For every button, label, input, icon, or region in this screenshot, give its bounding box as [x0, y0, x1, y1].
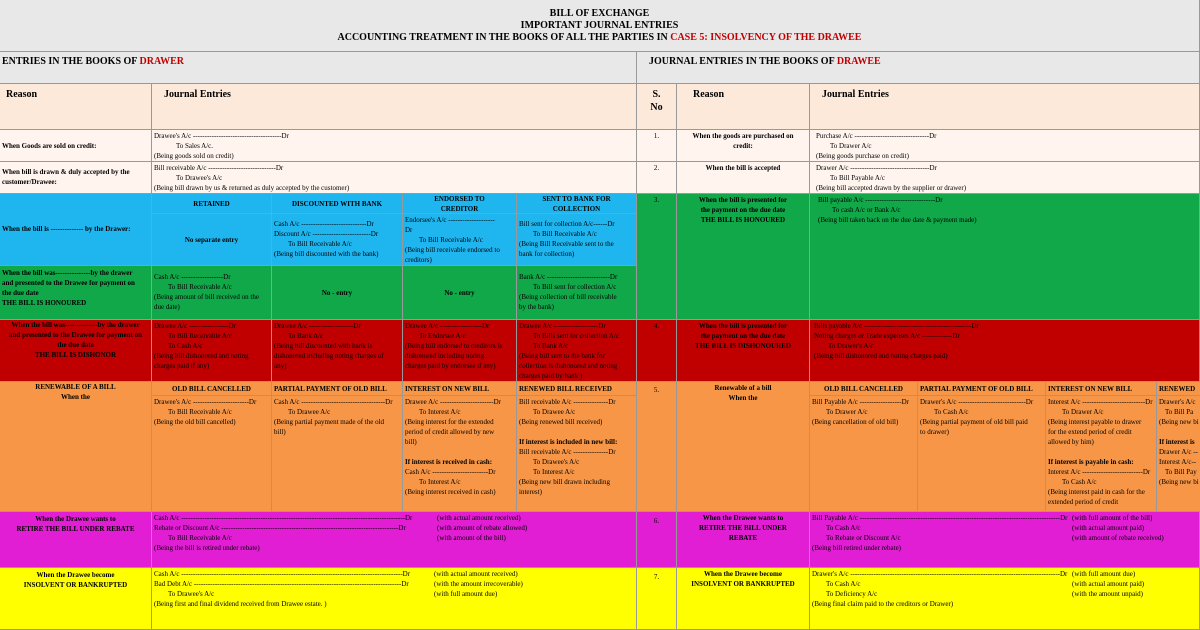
drawee-row7-sno: 7. — [637, 568, 677, 630]
drawee-row6-reason: When the Drawee wants to RETIRE THE BILL UNDER REBATE — [677, 512, 810, 568]
drawee-col-journal: Journal Entries — [810, 84, 1200, 130]
drawee-row7-journal: Drawer's A/c ------------------------------------------------------------------------------------------Dr To Cash A/c To Deficiency A/c (Being final claim paid to the creditors or Drawer) (with full amount due) (with actual amount paid) (with the amount unpaid) — [810, 568, 1200, 630]
drawer-row4-reason: When the bill was---------------by the drawer and presented to the Drawee for payment on the due date THE BILL IS HONOURED — [0, 266, 152, 320]
drawer-row3-discounted: Cash A/c ----------------------------Dr Discount A/c -------------------------Dr To Bill Receivable A/c (Being bill discounted with the bank) — [272, 214, 403, 266]
drawee-row5-h4: RENEWED — [1157, 382, 1200, 396]
drawee-row7-reason: When the Drawee become INSOLVENT OR BANKRUPTED — [677, 568, 810, 630]
drawer-row2-journal: Bill receivable A/c -----------------------------Dr To Drawee's A/c (Being bill drawn by us & returned as duly accepted by the customer) — [152, 162, 637, 194]
drawee-row4-reason: When the bill is presented for the payment on the due date THE BILL IS DISHONOURED — [677, 320, 810, 382]
title-block — [0, 0, 1200, 52]
title-line-1: BILL OF EXCHANGE — [549, 8, 650, 19]
drawee-row5-reason: Renewable of a bill When the — [677, 382, 810, 512]
drawee-row2-reason: When the bill is accepted — [677, 162, 810, 194]
drawee-col-sno: S. No — [637, 84, 677, 130]
drawer-row7-journal: Cash A/c ------------------------------------------------------------------------------------------------Dr Rebate or Discount A/c ----------------------------------------------------------------------------Dr To Bill Receivable A/c (Being the bill is retired under rebate) (with actual amount received) (with amount of rebate allowed) (with amount of the bill) — [152, 512, 637, 568]
drawer-heading: ENTRIES IN THE BOOKS OF DRAWER — [0, 52, 637, 84]
drawee-row3-reason: When the bill is presented for the payment on the due date THE BILL IS HONOURED — [677, 194, 810, 320]
drawer-row5-retained: Drawee A/c -----------------Dr To Bill Receivable A/c To Cash A/c (Being bill dishonored and noting charges paid if any) — [152, 320, 272, 382]
title-line-3: ACCOUNTING TREATMENT IN THE BOOKS OF ALL THE PARTIES IN CASE 5: INSOLVENCY OF THE DRAWEE — [337, 32, 862, 43]
drawer-row6-h1: OLD BILL CANCELLED — [152, 382, 272, 396]
drawer-row3-h-retained: RETAINED — [152, 194, 272, 214]
drawee-heading: JOURNAL ENTRIES IN THE BOOKS OF DRAWEE — [637, 52, 1200, 84]
drawee-col-reason: Reason — [677, 84, 810, 130]
drawer-row6-c2: Cash A/c ------------------------------------Dr To Drawee A/c (Being partial payment made of the old bill) — [272, 396, 403, 512]
drawee-row1-reason: When the goods are purchased on credit: — [677, 130, 810, 162]
drawer-row5-reason: When the bill was--------------by the drawer and presented to the Drawee for payment on the due date THE BILL IS DISHONOR — [0, 320, 152, 382]
drawer-col-reason: Reason — [0, 84, 152, 130]
drawee-row6-sno: 6. — [637, 512, 677, 568]
drawer-row6-h4: RENEWED BILL RECEIVED — [517, 382, 637, 396]
drawee-row5-h3: INTEREST ON NEW BILL — [1046, 382, 1157, 396]
drawee-row2-sno: 2. — [637, 162, 677, 194]
drawer-row6-h3: INTEREST ON NEW BILL — [403, 382, 517, 396]
case-title: CASE 5: INSOLVENCY OF THE DRAWEE — [670, 32, 862, 43]
drawee-row3-journal: Bill payable A/c ------------------------------Dr To cash A/c or Bank A/c (Being bill taken back on the due date & payment made) — [810, 194, 1200, 320]
drawee-row5-c4: Drawer's A/c To Bill Pa (Being new bi If interest is Drawer A/c -- Interest A/c-- To Bill Pay (Being new bi — [1157, 396, 1200, 512]
drawer-row4-endorsed: No - entry — [403, 266, 517, 320]
drawer-row5-sent: Drawee A/c -------------------Dr To Bills sent for collection A/c To Bank A/c (Being bill sent to the bank for collection is dishonored and noting charges paid by bank ) — [517, 320, 637, 382]
drawee-row5-c1: Bill Payable A/c ------------------Dr To Drawer A/c (Being cancellation of old bill) — [810, 396, 918, 512]
drawee-row5-c2: Drawer's A/c -----------------------------Dr To Cash A/c (Being partial payment of old bill paid to drawer) — [918, 396, 1046, 512]
drawee-row5-sno: 5. — [637, 382, 677, 512]
drawer-row6-c1: Drawee's A/c ------------------------Dr To Bill Receivable A/c (Being the old bill cancelled) — [152, 396, 272, 512]
drawer-row3-h-discounted: DISCOUNTED WITH BANK — [272, 194, 403, 214]
drawer-row3-h-endorsed: ENDORSED TO CREDITOR — [403, 194, 517, 214]
drawee-row2-journal: Drawer A/c ----------------------------------Dr To Bill Payable A/c (Being bill accepted drawn by the supplier or drawer) — [810, 162, 1200, 194]
drawer-row8-reason: When the Drawee become INSOLVENT OR BANKRUPTED — [0, 568, 152, 630]
drawer-row4-sent: Bank A/c ---------------------------Dr To Bill sent for collection A/c (Being collection of bill receivable by the bank) — [517, 266, 637, 320]
drawer-row2-reason: When bill is drawn & duly accepted by the customer/Drawee: — [0, 162, 152, 194]
drawee-row4-journal: Bills payable A/c ----------------------------------------------Dr Noting charges or Trade expenses A/c -------------Dr To Drawer's A/c (Being bill dishonored and noting charges paid) — [810, 320, 1200, 382]
drawer-row6-h2: PARTIAL PAYMENT OF OLD BILL — [272, 382, 403, 396]
drawer-row3-endorsed: Endorsee's A/c -------------------- Dr To Bill Receivable A/c (Being bill receivable endorsed to creditors) — [403, 214, 517, 266]
drawee-row4-sno: 4. — [637, 320, 677, 382]
drawer-row4-discounted: No - entry — [272, 266, 403, 320]
drawer-row5-discounted: Drawee A/c -------------------Dr To Bank A/c (Being bill discounted with bank is dishonored including noting charges of any) — [272, 320, 403, 382]
drawer-row6-c4: Bill receivable A/c ---------------Dr To Drawee A/c (Being renewed bill received) If interest is included in new bill: Bill receivable A/c ---------------Dr To Drawee's A/c To Interest A/c (Being new bill drawn including interest) — [517, 396, 637, 512]
drawee-row5-c3: Interest A/c ---------------------------Dr To Drawer A/c (Being interest payable to drawer for the extend period of credit allowed by him) If interest is payable in cash: Interest A/c --------------------------Dr To Cash A/c (Being interest paid in cash for the extended period of credit — [1046, 396, 1157, 512]
drawee-row1-journal: Purchase A/c --------------------------------Dr To Drawer A/c (Being goods purchase on credit) — [810, 130, 1200, 162]
drawee-row1-sno: 1. — [637, 130, 677, 162]
drawer-row5-endorsed: Drawee A/c ------------------Dr To Endorsee A/c (Being bill endorsed to creditors is dishonored including noting charges paid by endorsee if any) — [403, 320, 517, 382]
drawee-row5-h1: OLD BILL CANCELLED — [810, 382, 918, 396]
drawer-col-journal: Journal Entries — [152, 84, 637, 130]
drawer-row7-reason: When the Drawee wants to RETIRE THE BILL UNDER REBATE — [0, 512, 152, 568]
drawer-row3-sent: Bill sent for collection A/c------Dr To Bill Receivable A/c (Being Bill Receivable sent to the bank for collection) — [517, 214, 637, 266]
drawer-row3-h-sent: SENT TO BANK FOR COLLECTION — [517, 194, 637, 214]
drawee-row3-sno: 3. — [637, 194, 677, 320]
drawer-row4-retained: Cash A/c ------------------Dr To Bill Receivable A/c (Being amount of bill received on the due date) — [152, 266, 272, 320]
title-line-2: IMPORTANT JOURNAL ENTRIES — [520, 20, 679, 31]
drawer-row3-reason: When the bill is -------------- by the Drawer: — [0, 194, 152, 266]
drawer-row6-c3: Drawee A/c -----------------------Dr To Interest A/c (Being interest for the extended period of credit allowed by new bill) If interest is received in cash: Cash A/c ------------------------Dr To Interest A/c (Being interest received in cash) — [403, 396, 517, 512]
drawer-row8-journal: Cash A/c -----------------------------------------------------------------------------------------------Dr Bad Debt A/c -----------------------------------------------------------------------------------------Dr To Drawee's A/c (Being first and final dividend received from Drawee estate. ) (with actual amount received) (with the amount irrecoverable) (with full amount due) — [152, 568, 637, 630]
drawee-row5-h2: PARTIAL PAYMENT OF OLD BILL — [918, 382, 1046, 396]
drawer-row6-reason: RENEWABLE OF A BILL When the — [0, 382, 152, 512]
drawee-row6-journal: Bill Payable A/c --------------------------------------------------------------------------------------Dr To Cash A/c To Rebate or Discount A/c (Being bill retired under rebate) (with full amount of the bill) (with actual amount paid) (with amount of rebate received) — [810, 512, 1200, 568]
drawer-row1-reason: When Goods are sold on credit: — [0, 130, 152, 162]
drawer-row3-retained: No separate entry — [152, 214, 272, 266]
drawer-row1-journal: Drawee's A/c --------------------------------------Dr To Sales A/c. (Being goods sold on credit) — [152, 130, 637, 162]
